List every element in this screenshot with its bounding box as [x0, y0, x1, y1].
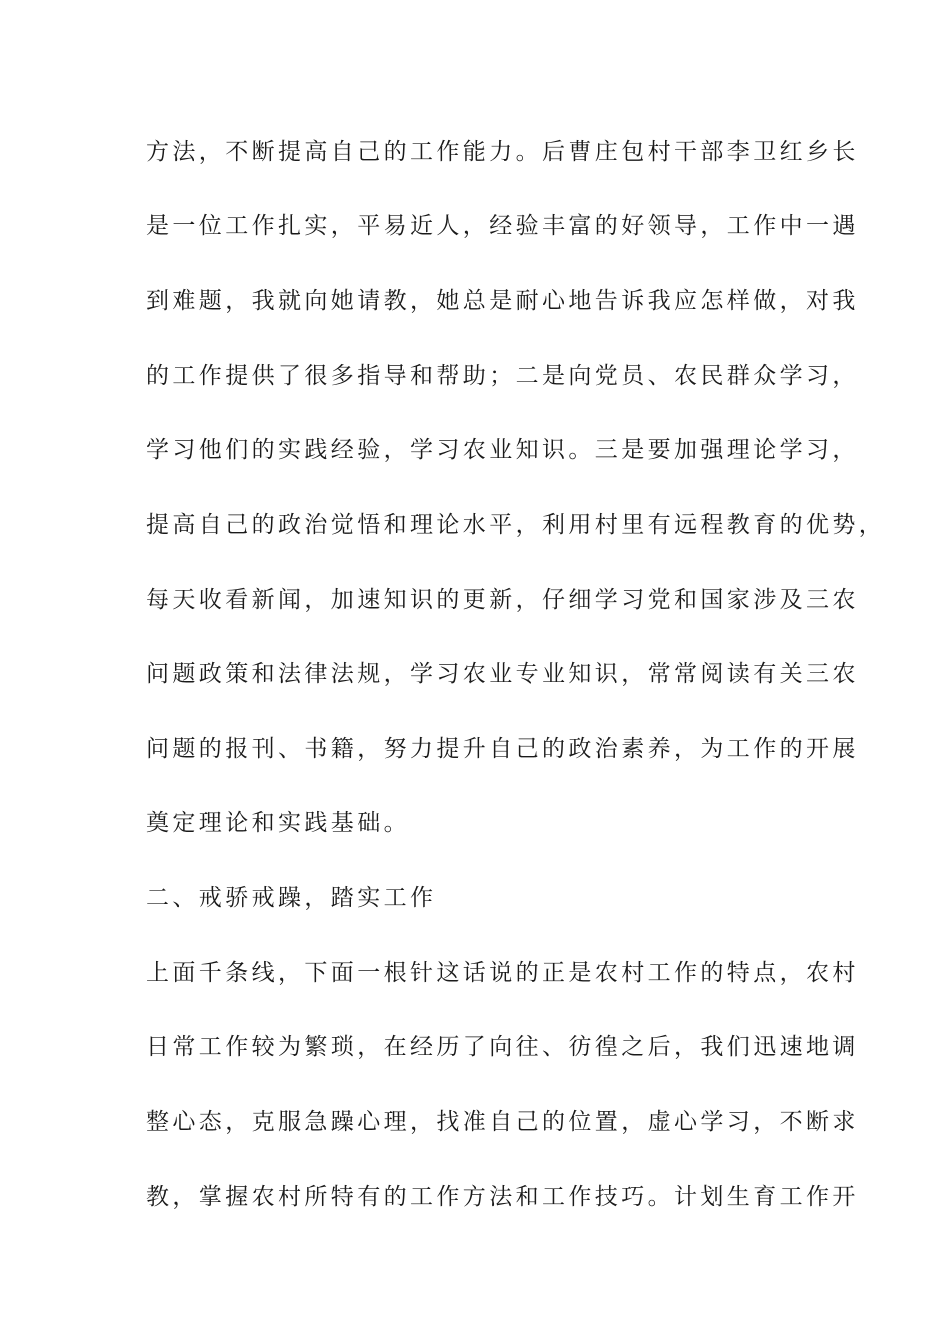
- paragraph-line: 整心态，克服急躁心理，找准自己的位置，虚心学习，不断求: [146, 1109, 859, 1135]
- paragraph-line: 教，掌握农村所特有的工作方法和工作技巧。计划生育工作开: [146, 1184, 859, 1210]
- paragraph-line: 问题的报刊、书籍，努力提升自己的政治素养，为工作的开展: [146, 736, 859, 762]
- paragraph-line: 上面千条线，下面一根针这话说的正是农村工作的特点，农村: [146, 960, 859, 986]
- paragraph-line: 到难题，我就向她请教，她总是耐心地告诉我应怎样做，对我: [146, 288, 859, 314]
- section-heading: 二、戒骄戒躁，踏实工作: [146, 885, 437, 911]
- paragraph-line: 日常工作较为繁琐，在经历了向往、彷徨之后，我们迅速地调: [146, 1034, 859, 1060]
- paragraph-line: 奠定理论和实践基础。: [146, 810, 410, 836]
- paragraph-line: 提高自己的政治觉悟和理论水平，利用村里有远程教育的优势，: [146, 512, 886, 538]
- paragraph-line: 每天收看新闻，加速知识的更新，仔细学习党和国家涉及三农: [146, 587, 859, 613]
- paragraph-line: 学习他们的实践经验，学习农业知识。三是要加强理论学习，: [146, 437, 859, 463]
- paragraph-line: 方法，不断提高自己的工作能力。后曹庄包村干部李卫红乡长: [146, 139, 859, 165]
- paragraph-line: 是一位工作扎实，平易近人，经验丰富的好领导，工作中一遇: [146, 213, 859, 239]
- paragraph-line: 的工作提供了很多指导和帮助；二是向党员、农民群众学习，: [146, 363, 859, 389]
- paragraph-line: 问题政策和法律法规，学习农业专业知识，常常阅读有关三农: [146, 661, 859, 687]
